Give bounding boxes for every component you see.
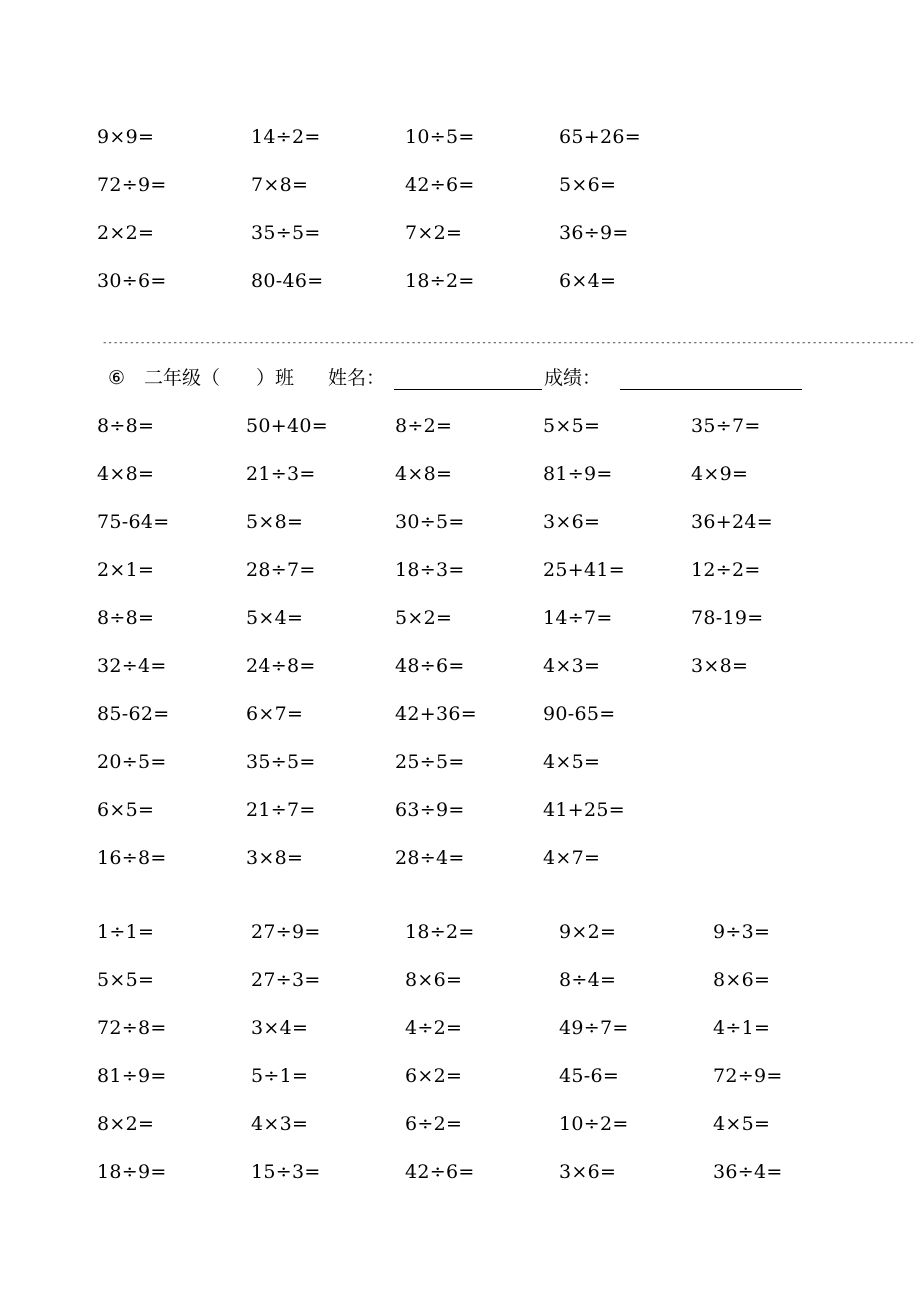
math-problem: 4÷2= (405, 1017, 463, 1039)
math-problem: 9×2= (559, 921, 617, 943)
math-problem: 30÷6= (97, 270, 167, 292)
math-problem: 3×8= (246, 847, 304, 869)
problem-row (0, 652, 920, 700)
problem-row (0, 1158, 920, 1206)
problem-row (0, 123, 920, 171)
math-problem: 18÷2= (405, 921, 475, 943)
math-problem: 4×3= (251, 1113, 309, 1135)
math-problem: 25+41= (543, 559, 625, 581)
math-problem: 85-62= (97, 703, 170, 725)
math-problem: 4÷1= (713, 1017, 771, 1039)
math-problem: 10÷5= (405, 126, 475, 148)
math-problem: 6÷2= (405, 1113, 463, 1135)
math-problem: 4×8= (97, 463, 155, 485)
math-problem: 6×2= (405, 1065, 463, 1087)
math-problem: 28÷7= (246, 559, 316, 581)
problem-row (0, 219, 920, 267)
math-problem: 8×6= (405, 969, 463, 991)
math-problem: 90-65= (543, 703, 616, 725)
problems-bottom (0, 918, 920, 1206)
math-problem: 5×2= (395, 607, 453, 629)
math-problem: 27÷9= (251, 921, 321, 943)
math-problem: 35÷5= (251, 222, 321, 244)
math-problem: 4×9= (691, 463, 749, 485)
math-problem: 49÷7= (559, 1017, 629, 1039)
math-problem: 15÷3= (251, 1161, 321, 1183)
math-problem: 5×5= (543, 415, 601, 437)
math-problem: 7×2= (405, 222, 463, 244)
math-problem: 2×2= (97, 222, 155, 244)
math-problem: 5×6= (559, 174, 617, 196)
math-problem: 80-46= (251, 270, 324, 292)
problem-row (0, 918, 920, 966)
math-problem: 36+24= (691, 511, 773, 533)
math-problem: 4×5= (713, 1113, 771, 1135)
math-problem: 9×9= (97, 126, 155, 148)
math-problem: 5÷1= (251, 1065, 309, 1087)
math-problem: 65+26= (559, 126, 641, 148)
math-problem: 42÷6= (405, 174, 475, 196)
math-problem: 5×4= (246, 607, 304, 629)
problem-row (0, 267, 920, 315)
math-problem: 21÷3= (246, 463, 316, 485)
math-problem: 18÷3= (395, 559, 465, 581)
section-number: ⑥ (108, 367, 126, 389)
math-problem: 3×6= (559, 1161, 617, 1183)
math-problem: 63÷9= (395, 799, 465, 821)
math-problem: 72÷8= (97, 1017, 167, 1039)
problem-row (0, 1014, 920, 1062)
math-problem: 16÷8= (97, 847, 167, 869)
math-problem: 8×2= (97, 1113, 155, 1135)
math-problem: 10÷2= (559, 1113, 629, 1135)
problem-row (0, 700, 920, 748)
math-problem: 4×7= (543, 847, 601, 869)
math-problem: 72÷9= (713, 1065, 783, 1087)
math-problem: 8÷8= (97, 415, 155, 437)
problem-row (0, 604, 920, 652)
math-problem: 30÷5= (395, 511, 465, 533)
math-problem: 9÷3= (713, 921, 771, 943)
math-problem: 18÷9= (97, 1161, 167, 1183)
math-problem: 5×8= (246, 511, 304, 533)
problem-row (0, 796, 920, 844)
math-problem: 8÷4= (559, 969, 617, 991)
class-suffix: ）班 (256, 367, 295, 389)
problem-row (0, 844, 920, 892)
math-problem: 78-19= (691, 607, 764, 629)
math-problem: 8÷8= (97, 607, 155, 629)
math-problem: 32÷4= (97, 655, 167, 677)
problem-row (0, 460, 920, 508)
math-problem: 35÷7= (691, 415, 761, 437)
math-problem: 8÷2= (395, 415, 453, 437)
problem-row (0, 412, 920, 460)
problem-row (0, 556, 920, 604)
math-problem: 3×4= (251, 1017, 309, 1039)
math-problem: 12÷2= (691, 559, 761, 581)
math-problem: 6×4= (559, 270, 617, 292)
math-problem: 14÷7= (543, 607, 613, 629)
problems-top (0, 123, 920, 315)
problem-row (0, 748, 920, 796)
math-problem: 8×6= (713, 969, 771, 991)
math-problem: 27÷3= (251, 969, 321, 991)
math-problem: 6×5= (97, 799, 155, 821)
math-problem: 2×1= (97, 559, 155, 581)
math-problem: 7×8= (251, 174, 309, 196)
math-problem: 45-6= (559, 1065, 620, 1087)
math-problem: 21÷7= (246, 799, 316, 821)
name-label: 姓名： (328, 367, 386, 389)
math-problem: 75-64= (97, 511, 170, 533)
math-problem: 50+40= (246, 415, 328, 437)
problem-row (0, 1110, 920, 1158)
worksheet-header (108, 364, 808, 394)
name-blank-line[interactable] (394, 389, 542, 390)
grade-label: 二年级（ (144, 367, 221, 389)
math-problem: 3×6= (543, 511, 601, 533)
math-problem: 18÷2= (405, 270, 475, 292)
math-problem: 72÷9= (97, 174, 167, 196)
problem-row (0, 966, 920, 1014)
math-problem: 5×5= (97, 969, 155, 991)
math-problem: 81÷9= (97, 1065, 167, 1087)
math-problem: 36÷9= (559, 222, 629, 244)
math-problem: 42+36= (395, 703, 477, 725)
math-problem: 28÷4= (395, 847, 465, 869)
problem-row (0, 508, 920, 556)
score-label: 成绩： (544, 367, 602, 389)
math-problem: 36÷4= (713, 1161, 783, 1183)
math-problem: 35÷5= (246, 751, 316, 773)
math-problem: 81÷9= (543, 463, 613, 485)
math-problem: 41+25= (543, 799, 625, 821)
math-problem: 25÷5= (395, 751, 465, 773)
math-problem: 4×3= (543, 655, 601, 677)
math-problem: 20÷5= (97, 751, 167, 773)
problem-row (0, 1062, 920, 1110)
math-problem: 48÷6= (395, 655, 465, 677)
math-problem: 24÷8= (246, 655, 316, 677)
problems-section-6 (0, 412, 920, 892)
score-blank-line[interactable] (620, 389, 802, 390)
math-problem: 6×7= (246, 703, 304, 725)
dashed-separator: ------------------------------------------------------------------------------------------------------------------------------------------------------ (102, 338, 915, 348)
math-problem: 1÷1= (97, 921, 155, 943)
math-problem: 42÷6= (405, 1161, 475, 1183)
math-problem: 14÷2= (251, 126, 321, 148)
math-problem: 4×8= (395, 463, 453, 485)
problem-row (0, 171, 920, 219)
math-problem: 4×5= (543, 751, 601, 773)
math-problem: 3×8= (691, 655, 749, 677)
